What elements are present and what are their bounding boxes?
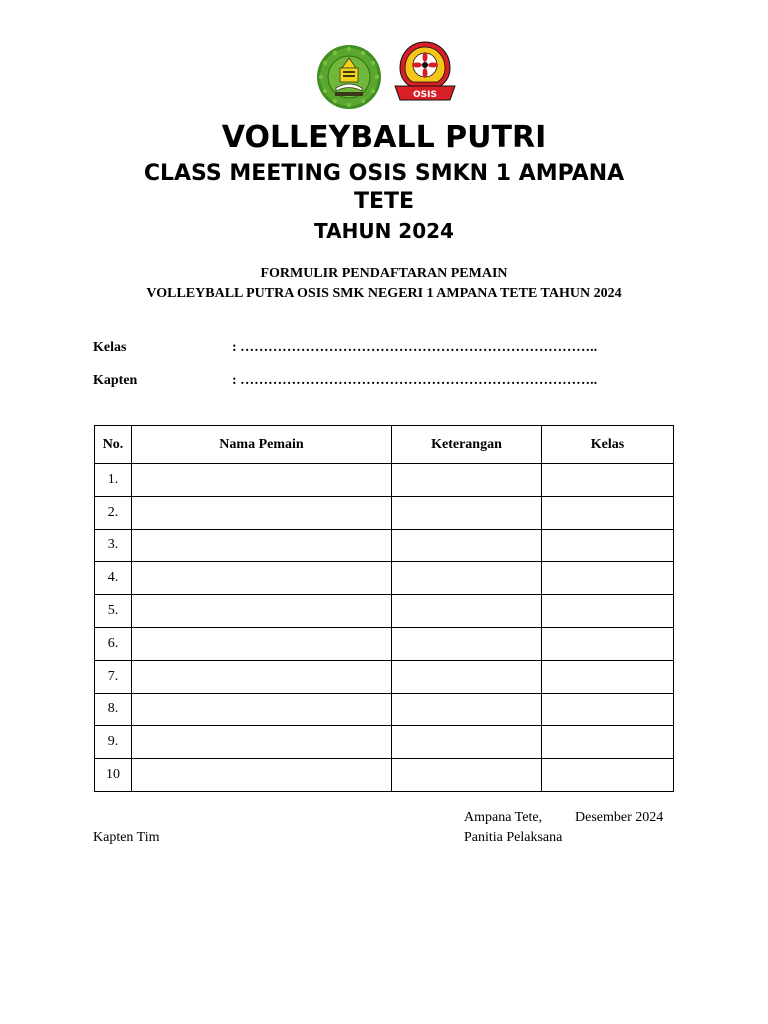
cell-keterangan[interactable] — [392, 562, 542, 595]
cell-kelas[interactable] — [542, 759, 674, 792]
cell-nama-pemain[interactable] — [132, 693, 392, 726]
row-number: 10 — [95, 759, 132, 792]
signature-date: Desember 2024 — [575, 810, 664, 825]
cell-keterangan[interactable] — [392, 627, 542, 660]
cell-keterangan[interactable] — [392, 693, 542, 726]
row-number: 7. — [95, 660, 132, 693]
field-kapten-value[interactable]: : ………………………………………………………………….. — [232, 373, 598, 388]
cell-keterangan[interactable] — [392, 759, 542, 792]
cell-nama-pemain[interactable] — [132, 529, 392, 562]
cell-kelas[interactable] — [542, 693, 674, 726]
cell-kelas[interactable] — [542, 529, 674, 562]
field-kelas-value[interactable]: : ………………………………………………………………….. — [232, 340, 598, 355]
header-nama-pemain: Nama Pemain — [132, 426, 392, 464]
cell-keterangan[interactable] — [392, 660, 542, 693]
table-row — [95, 496, 674, 529]
cell-keterangan[interactable] — [392, 726, 542, 759]
captain-signature-label: Kapten Tim — [93, 830, 160, 845]
form-heading: FORMULIR PENDAFTARAN PEMAIN — [260, 266, 508, 281]
cell-nama-pemain[interactable] — [132, 562, 392, 595]
player-table — [94, 425, 674, 792]
header-no: No. — [95, 426, 132, 464]
school-emblem-icon — [316, 44, 382, 110]
cell-nama-pemain[interactable] — [132, 595, 392, 628]
osis-emblem-icon — [392, 40, 458, 104]
field-kelas-label: Kelas — [93, 340, 127, 355]
cell-nama-pemain[interactable] — [132, 726, 392, 759]
table-row — [95, 529, 674, 562]
document-subtitle: CLASS MEETING OSIS SMKN 1 AMPANA TETE — [143, 161, 625, 214]
cell-kelas[interactable] — [542, 726, 674, 759]
cell-keterangan[interactable] — [392, 464, 542, 497]
table-row — [95, 595, 674, 628]
row-number: 1. — [95, 464, 132, 497]
row-number: 8. — [95, 693, 132, 726]
logo-row — [0, 40, 768, 112]
row-number: 5. — [95, 595, 132, 628]
table-row — [95, 464, 674, 497]
header-keterangan: Keterangan — [392, 426, 542, 464]
cell-nama-pemain[interactable] — [132, 627, 392, 660]
cell-kelas[interactable] — [542, 660, 674, 693]
row-number: 9. — [95, 726, 132, 759]
header-kelas: Kelas — [542, 426, 674, 464]
table-row — [95, 562, 674, 595]
cell-kelas[interactable] — [542, 627, 674, 660]
osis-logo-text: OSIS — [413, 90, 437, 100]
table-row — [95, 726, 674, 759]
cell-nama-pemain[interactable] — [132, 496, 392, 529]
cell-kelas[interactable] — [542, 496, 674, 529]
document-year: TAHUN 2024 — [314, 219, 454, 243]
committee-signature-label: Panitia Pelaksana — [464, 830, 563, 845]
signature-place: Ampana Tete, — [464, 810, 543, 825]
form-subheading: VOLLEYBALL PUTRA OSIS SMK NEGERI 1 AMPANA TETE TAHUN 2024 — [146, 286, 622, 301]
cell-nama-pemain[interactable] — [132, 464, 392, 497]
table-header-row — [95, 426, 674, 464]
row-number: 3. — [95, 529, 132, 562]
field-kapten-label: Kapten — [93, 373, 138, 388]
cell-nama-pemain[interactable] — [132, 660, 392, 693]
row-number: 4. — [95, 562, 132, 595]
document-title: VOLLEYBALL PUTRI — [221, 120, 547, 155]
cell-nama-pemain[interactable] — [132, 759, 392, 792]
cell-kelas[interactable] — [542, 562, 674, 595]
table-row — [95, 627, 674, 660]
cell-kelas[interactable] — [542, 595, 674, 628]
cell-kelas[interactable] — [542, 464, 674, 497]
cell-keterangan[interactable] — [392, 529, 542, 562]
cell-keterangan[interactable] — [392, 595, 542, 628]
row-number: 6. — [95, 627, 132, 660]
table-row — [95, 660, 674, 693]
cell-keterangan[interactable] — [392, 496, 542, 529]
table-row — [95, 693, 674, 726]
row-number: 2. — [95, 496, 132, 529]
table-row — [95, 759, 674, 792]
